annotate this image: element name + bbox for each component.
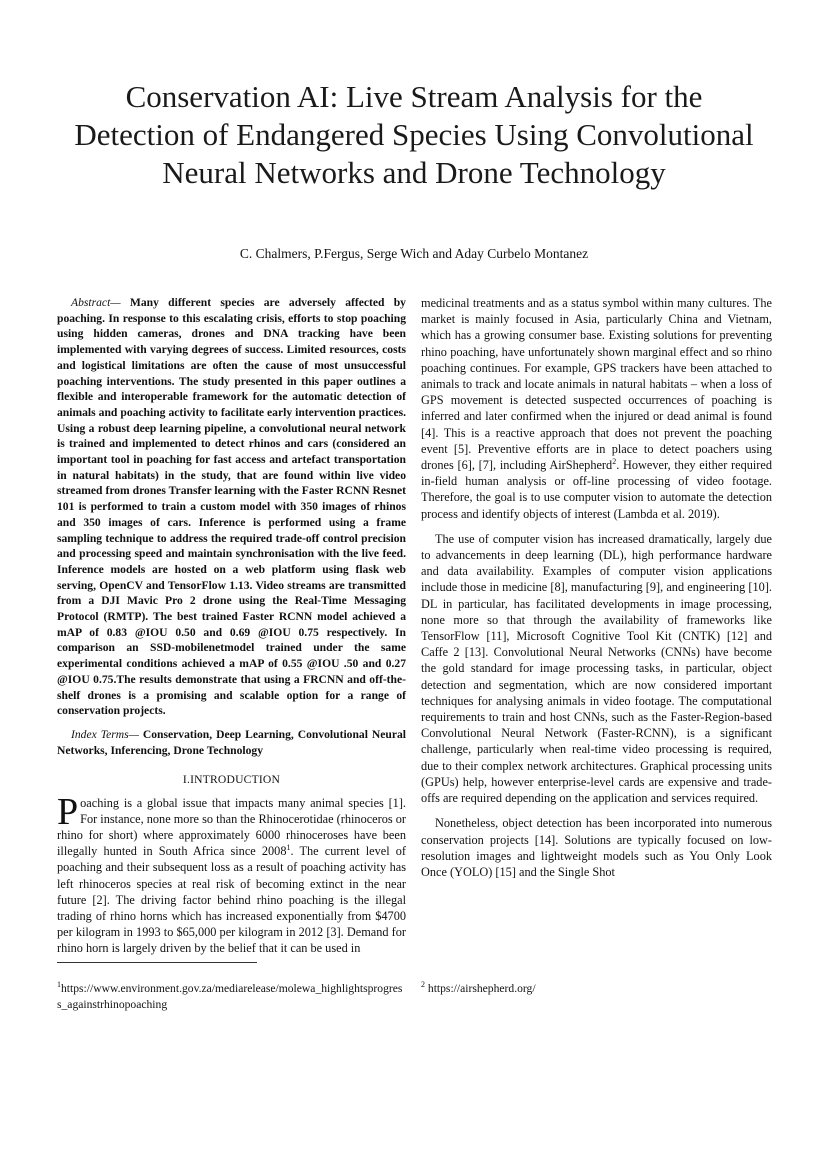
- intro-p1-text-b: . The current level of poaching and their subsequent loss as a result of poaching activity has left rhinoceros species at real risk of becoming extinct in the near future [2]. The driving factor behind rhino poaching is the illegal trading of rhino horns which has increased exponentially from $4700 per kilogram in 1993 to $65,000 per kilogram in 2012 [3]. Demand for rhino horn is largely driven by the belief that it can be used in: [57, 844, 406, 956]
- left-column: [57, 295, 406, 957]
- index-terms-dash: —: [128, 727, 143, 741]
- footnote-ref-1: 1: [286, 843, 291, 853]
- abstract: [57, 295, 406, 719]
- footnote-1-text: https://www.environment.gov.za/mediarelease/molewa_highlightsprogress_againstrhinopoaching: [57, 981, 403, 1011]
- paper-authors: C. Chalmers, P.Fergus, Serge Wich and Aday Curbelo Montanez: [239, 246, 589, 261]
- right-column: [421, 295, 772, 880]
- footnote-2-mark: 2: [421, 979, 425, 989]
- abstract-dash: —: [110, 296, 130, 309]
- footnote-1: [57, 981, 406, 1013]
- section-heading-introduction: I.INTRODUCTION: [182, 773, 281, 787]
- intro-p1-cont-text-a: medicinal treatments and as a status symbol within many cultures. The market is mainly focused in Asia, particularly China and Vietnam, which has a growing consumer base. Existing solutions for preventing rhino poaching, have unfortunately shown marginal effect and so rhino poaching continues. For example, GPS trackers have been attached to animals to track and locate animals in natural habitats – when a loss of GPS movement is detected suspected occurrences of poaching is inferred and later confirmed when the injured or dead animal is found [4]. This is a reactive approach that does not prevent the poaching event [5]. Preventive efforts are in place to detect poachers using drones [6], [7], including AirShepherd: [421, 296, 772, 473]
- footnote-ref-2: 2: [612, 456, 617, 466]
- paper-title: Conservation AI: Live Stream Analysis for the Detection of Endangered Species Using Convolutional Neural Networks and Drone Technology: [74, 79, 754, 190]
- abstract-label: Abstract: [71, 296, 111, 309]
- index-terms-label: Index Terms: [71, 727, 129, 741]
- footnote-divider: [57, 962, 257, 963]
- intro-paragraph-1: [57, 790, 406, 957]
- intro-paragraph-1-continued: [421, 295, 772, 522]
- footnote-2-text: https://airshepherd.org/: [425, 981, 536, 995]
- intro-p1-cont-text-b: . However, they either required in-field human analysis or off-line processing of video footage. Therefore, the goal is to use computer vision to automate the detection process and identify objects of interest (Lambda et al. 2019).: [421, 458, 773, 521]
- abstract-text: Many different species are adversely affected by poaching. In response to this escalating crisis, efforts to stop poaching using hidden cameras, drones and DNA tracking have been implemented with varying degrees of success. Limited resources, costs and logistical limitations are often the cause of most unsuccessful poaching interventions. The study presented in this paper outlines a flexible and interoperable framework for the automatic detection of animals and poaching activity to facilitate early intervention practices. Using a robust deep learning pipeline, a convolutional neural network is trained and implemented to detect rhinos and cars (considered an important tool in poaching for fast access and artefact transportation in natural habitats) in the study, that are found within live video streamed from drones Transfer learning with the Faster RCNN Resnet 101 is performed to train a custom model with 350 images of rhinos and 350 images of cars. Inference is performed using a frame sampling technique to address the required trade-off control precision and processing speed and maintain synchronisation with the live feed. Inference models are hosted on a web platform using flask web serving, OpenCV and TensorFlow 1.13. Video streams are transmitted from a DJI Mavic Pro 2 drone using the Real-Time Messaging Protocol (RMTP). The best trained Faster RCNN model achieved a mAP of 0.83 @IOU 0.50 and 0.69 @IOU 0.75 respectively. In comparison an SSD-mobilenetmodel trained under the same experimental conditions achieved a mAP of 0.55 @IOU .50 and 0.27 @IOU 0.75.The results demonstrate that using a FRCNN and off-the-shelf drones is a promising and scalable option for a range of conservation projects.: [57, 296, 406, 718]
- intro-paragraph-3: Nonetheless, object detection has been incorporated into numerous conservation projects [14]. Solutions are typically focused on low-resolution images and lightweight models such as You Only Look Once (YOLO) [15] and the Single Shot: [421, 816, 772, 879]
- footnote-1-mark: 1: [57, 979, 61, 989]
- footnote-2: [421, 981, 772, 997]
- index-terms: [57, 727, 406, 758]
- intro-p1-text-a: oaching is a global issue that impacts many animal species [1]. For instance, none more so than the Rhinocerotidae (rhinoceros or rhino for short) where approximately 6000 rhinoceroses have been illegally hunted in South Africa since 2008: [57, 795, 406, 859]
- intro-paragraph-2: The use of computer vision has increased dramatically, largely due to advancements in deep learning (DL), high performance hardware and data availability. Examples of computer vision applications include those in medicine [8], manufacturing [9], and engineering [10]. DL in particular, has facilitated developments in image processing, none more so that through the availability of frameworks like TensorFlow [11], Microsoft Cognitive Tool Kit (CNTK) [12] and Caffe 2 [13]. Convolutional Neural Networks (CNNs) have become the gold standard for image processing tasks, in particular, object detection and segmentation, which are now considered important techniques for analysing animals in video footage. The computational requirements to train and host CNNs, such as the Faster-Region-based Convolutional Neural Network (Faster-RCNN), is a significant challenge, particularly when real-time video processing is required, due to their complex network architectures. Graphical processing units (GPUs) help, however enterprise-level cards are expensive and trade-offs are required depending on the application and services required.: [421, 531, 772, 806]
- index-terms-text: Conservation, Deep Learning, Convolutional Neural Networks, Inferencing, Drone Technology: [57, 727, 407, 757]
- drop-cap: P: [57, 790, 79, 833]
